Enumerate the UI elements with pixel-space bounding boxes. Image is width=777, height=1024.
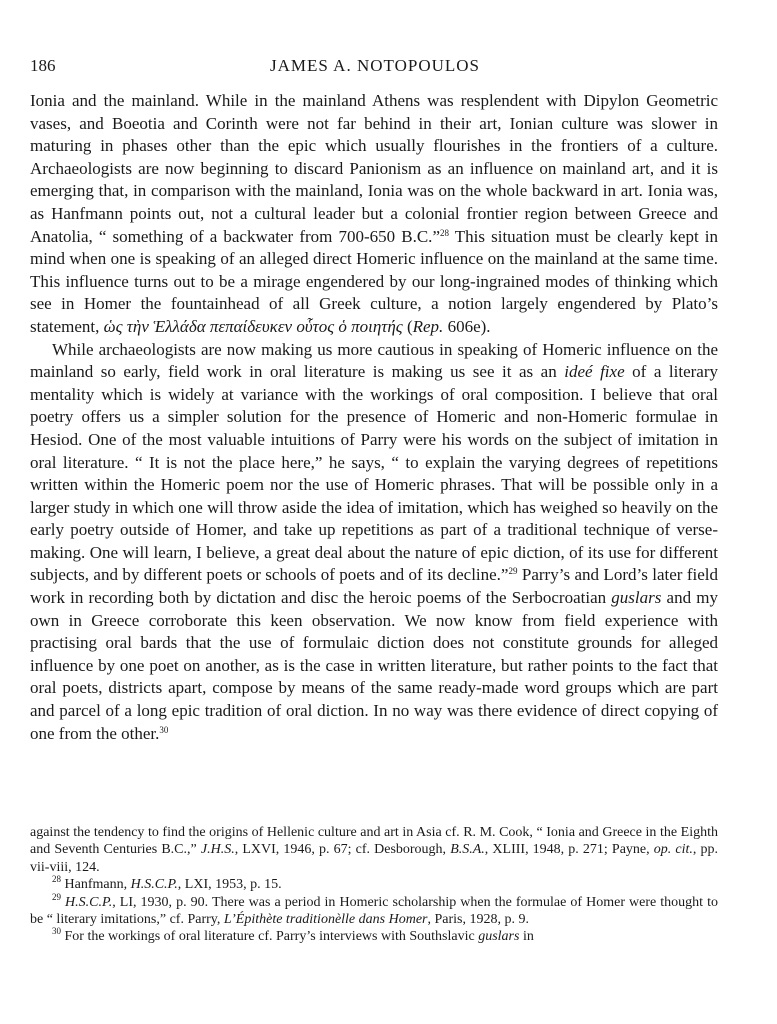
footnotes: [30, 824, 718, 946]
footnote-ref-30: 30: [159, 724, 169, 735]
page-number: 186: [30, 56, 56, 75]
footnote-number: 28: [52, 874, 61, 885]
text-run: B.C.: [161, 842, 188, 858]
paragraph: [30, 90, 718, 339]
text-run: This situation must be clearly kept in mind when one is speaking of an alleged direct Homeric influence on the mainland at the same time. This influence turns out to be a mirage engendered by our long-ingrained modes of thinking which see in Homer the fountainhead of all Greek culture, a notion largely engendered by Plato’s statement,: [30, 226, 719, 336]
text-run: ”: [432, 226, 440, 246]
footnote-number: 29: [52, 891, 61, 902]
text-run: Parry’s and Lord’s later field work in recording both by dictation and disc the heroic poems of the Serbocroatian: [30, 565, 718, 608]
paragraph: [30, 339, 718, 746]
footnote-number: 30: [52, 926, 61, 937]
footnote-28: [30, 876, 718, 893]
text-run: , LXI, 1953, p. 15.: [177, 877, 282, 893]
text-run: against the tendency to find the origins of Hellenic culture and art in Asia cf. R. M. Cook, “ Ionia and Greece in the Eighth and Seventh Centuries: [30, 825, 718, 858]
citation: L’Épithète traditionèlle dans Homer: [223, 912, 428, 928]
text-run: , Paris, 1928, p. 9.: [427, 912, 529, 928]
text-run: (: [402, 316, 413, 336]
italic-term: guslars: [478, 929, 520, 945]
text-run: Ionia and the mainland. While in the mainland Athens was resplendent with Dipylon Geometric vases, and Boeotia and Corinth were not far behind in their art, Ionian culture was slower in maturing in phases other than the epic which usually flourishes in the frontiers of a culture. Archaeologists are now beginning to discard Panionism as an influence on mainland art, and it is emerging that, in comparison with the mainland, Ionia was on the whole backward in art. Ionia was, as Hanfmann points out, not a cultural leader but a colonial frontier region between Greece and Anatolia, “ something of a backwater from 700-650: [30, 91, 718, 246]
text-run: and my own in Greece corroborate this keen observation. We now know from field experience with practising oral bards that the use of formulaic diction does not constitute grounds for alleged influence by one poet on another, as is the case in written literature, but rather points to the fact that oral poets, districts apart, compose by means of the same ready-made word groups which are part and parcel of a long epic tradition of oral diction. In no way was there evidence of direct copying of one from the other.: [30, 588, 718, 743]
main-text: [30, 90, 718, 745]
footnote-ref-28: 28: [439, 227, 449, 238]
running-title: JAMES A. NOTOPOULOS: [270, 56, 480, 75]
footnote-ref-29: 29: [508, 566, 518, 577]
text-run: , LXVI, 1946, p. 67; cf. Desborough,: [234, 842, 451, 858]
text-run: , LI, 1930, p. 90. There was a period in Homeric scholarship when the formulae of Homer were thought to be “ literary imitations,” cf. Parry,: [30, 894, 718, 928]
citation: J.H.S.: [200, 842, 235, 858]
page-header: [30, 56, 720, 80]
footnote-29: [30, 891, 718, 929]
citation: op. cit.: [653, 842, 693, 858]
text-run: , XLIII, 1948, p. 271; Payne,: [484, 842, 654, 858]
text-run: 606e).: [443, 316, 491, 336]
footnote-continuation: [30, 824, 718, 876]
citation: H.S.C.P.: [65, 894, 113, 910]
text-run: B.C.: [401, 226, 433, 246]
text-run: While archaeologists are now making us more cautious in speaking of Homeric influence on the mainland so early, field work in oral literature is making us see it as an: [30, 339, 718, 382]
citation: B.S.A.: [450, 842, 485, 858]
text-run: For the workings of oral literature cf. Parry’s interviews with Southslavic: [61, 929, 479, 945]
citation: Rep.: [412, 316, 444, 336]
citation: H.S.C.P.: [130, 877, 178, 893]
text-run: Hanfmann,: [61, 877, 131, 893]
italic-term: guslars: [611, 588, 662, 608]
footnote-30: [30, 928, 718, 945]
text-run: ,”: [187, 842, 201, 858]
greek-quote: ὡς τὴν Ἑλλάδα πεπαίδευκεν οὗτος ὁ ποιητής: [103, 316, 403, 336]
italic-term: ideé fixe: [564, 362, 625, 382]
text-run: of a literary mentality which is widely at variance with the workings of oral composition. I believe that oral poetry offers us a simpler solution for the presence of Homeric and non-Homeric formulae in Hesiod. One of the most valuable intuitions of Parry were his words on the subject of imitation in oral literature. “ It is not the place here,” he says, “ to explain the varying degrees of repetitions written within the Homeric poem nor the use of Homeric phrases. That will be possible only in a larger study in which one will throw aside the idea of imitation, which has weighed so heavily on the early poetry outside of Homer, and take up repetitions as part of a traditional technique of verse-making. One will learn, I believe, a great deal about the nature of epic diction, of its use for different subjects, and by different poets or schools of poets and of its decline.”: [30, 362, 718, 585]
text-run: in: [519, 929, 534, 945]
text-run: , pp. vii-viii, 124.: [30, 842, 719, 875]
